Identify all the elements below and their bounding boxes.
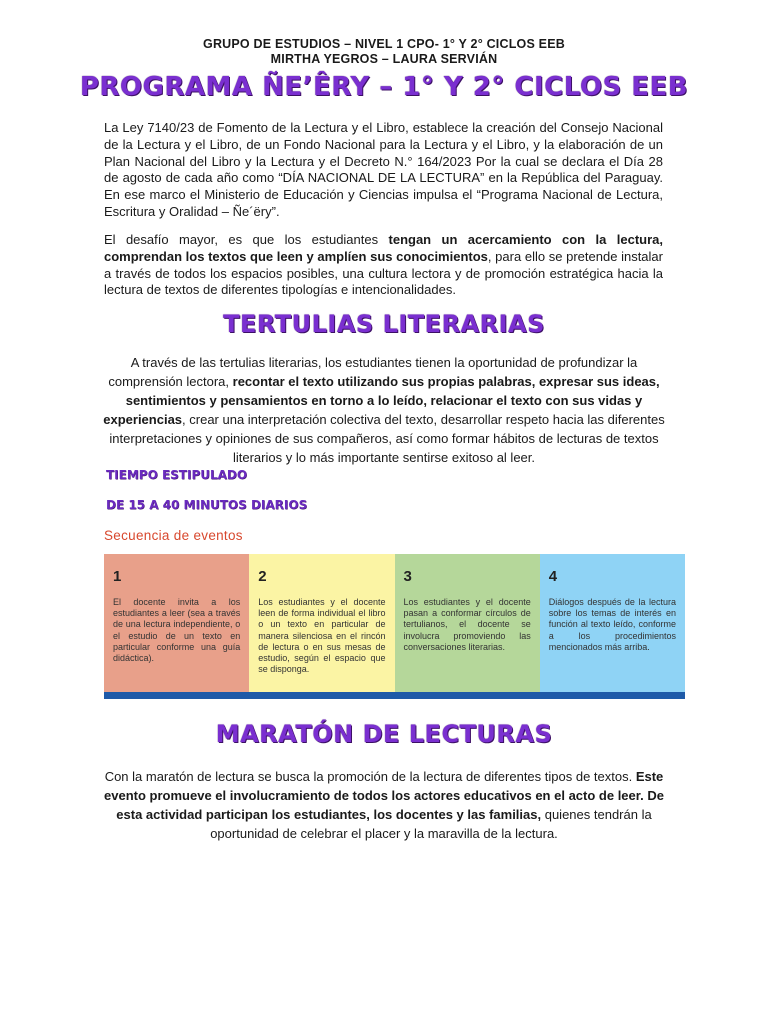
maraton-text-a: Con la maratón de lectura se busca la promoción de la lectura de diferentes tipos de textos. bbox=[104, 769, 636, 784]
step-box-4 bbox=[540, 554, 685, 692]
tiempo-value: DE 15 A 40 MINUTOS DIARIOS bbox=[106, 498, 308, 512]
maraton-paragraph bbox=[100, 767, 668, 843]
tertulias-heading: TERTULIAS LITERARIAS bbox=[223, 310, 545, 338]
intro-paragraph-1: La Ley 7140/23 de Fomento de la Lectura y el Libro, establece la creación del Consejo Nacional de la Lectura y el Libro, de un Fondo Nacional para la Lectura y el Libro, y la elaboración de un Plan Nacional del Libro y la Lectura y el Decreto N.° 164/2023 Por la cual se declara el Día 28 de agosto de cada año como “DÍA NACIONAL DE LA LECTURA” en la República del Paraguay. En ese marco el Ministerio de Educación y Ciencias impulsa el “Programa Nacional de Lectura, Escritura y Oralidad – Ñe´ëry”. bbox=[104, 120, 663, 219]
step-number: 1 bbox=[113, 568, 122, 585]
maraton-bold: Este evento promueve el involucramiento de todos los actores educativos en el acto de leer. De esta actividad participan los estudiantes, los docentes y las familias, bbox=[104, 769, 664, 822]
secuencia-underline bbox=[104, 692, 685, 699]
tiempo-label: TIEMPO ESTIPULADO bbox=[106, 468, 248, 482]
step-number: 4 bbox=[548, 568, 558, 585]
header-line-1: GRUPO DE ESTUDIOS – NIVEL 1 CPO- 1° Y 2° CICLOS EEB bbox=[203, 37, 565, 51]
step-text: El docente invita a los estudiantes a leer (sea a través de una lectura independiente, o el estudio de un texto en particular conforme una guía didáctica). bbox=[113, 597, 241, 664]
tertulias-text-c: , crear una interpretación colectiva del texto, desarrollar respeto hacia las diferentes interpretaciones y opiniones de sus compañeros, así como formar hábitos de lecturas de textos literarios y lo más importante sentirse exitoso al leer. bbox=[109, 412, 665, 465]
step-box-2 bbox=[249, 554, 394, 692]
secuencia-title: Secuencia de eventos bbox=[104, 528, 243, 543]
step-text: Diálogos después de la lectura sobre los temas de interés en función al texto leído, conforme a los procedimientos mencionados más arriba. bbox=[548, 597, 676, 652]
step-number: 2 bbox=[258, 568, 267, 585]
intro-p2-bold: tengan un acercamiento con la lectura, comprendan los textos que leen y amplíen sus conocimientos bbox=[104, 232, 663, 264]
step-box-1 bbox=[104, 554, 249, 692]
intro-p2-text-c: , para ello se pretende instalar a través de todos los espacios posibles, una cultura lectora y de promoción estratégica hacia la lectura de textos de diferentes tipologías e intencionalidades. bbox=[104, 248, 663, 298]
page-title: PROGRAMA ÑE’ÊRY – 1° Y 2° CICLOS EEB bbox=[79, 72, 689, 102]
tertulias-paragraph bbox=[100, 353, 668, 467]
tertulias-text-a: A través de las tertulias literarias, los estudiantes tienen la oportunidad de profundizar la comprensión lectora, bbox=[108, 355, 638, 389]
step-number: 3 bbox=[403, 568, 412, 585]
intro-p2-text-a: El desafío mayor, es que los estudiantes bbox=[104, 232, 389, 247]
step-box-3 bbox=[395, 554, 540, 692]
maraton-heading: MARATÓN DE LECTURAS bbox=[215, 720, 553, 748]
header-line-2: MIRTHA YEGROS – LAURA SERVIÁN bbox=[270, 52, 498, 66]
step-text: Los estudiantes y el docente leen de forma individual el libro o un texto en particular de manera silenciosa en el rincón de lectura o en sus mesas de estudio, según el espacio que se disponga. bbox=[258, 597, 386, 675]
maraton-text-c: quienes tendrán la oportunidad de celebrar el placer y la maravilla de la lectura. bbox=[210, 807, 652, 841]
tertulias-bold: recontar el texto utilizando sus propias palabras, expresar sus ideas, sentimientos y pensamientos en torno a lo leído, relacionar el texto con sus vidas y experiencias bbox=[103, 374, 660, 427]
secuencia-steps bbox=[104, 554, 685, 692]
step-text: Los estudiantes y el docente pasan a conformar círculos de tertulianos, el docente se involucra promoviendo las conversaciones literarias. bbox=[403, 597, 531, 652]
intro-paragraph-2 bbox=[104, 232, 663, 299]
